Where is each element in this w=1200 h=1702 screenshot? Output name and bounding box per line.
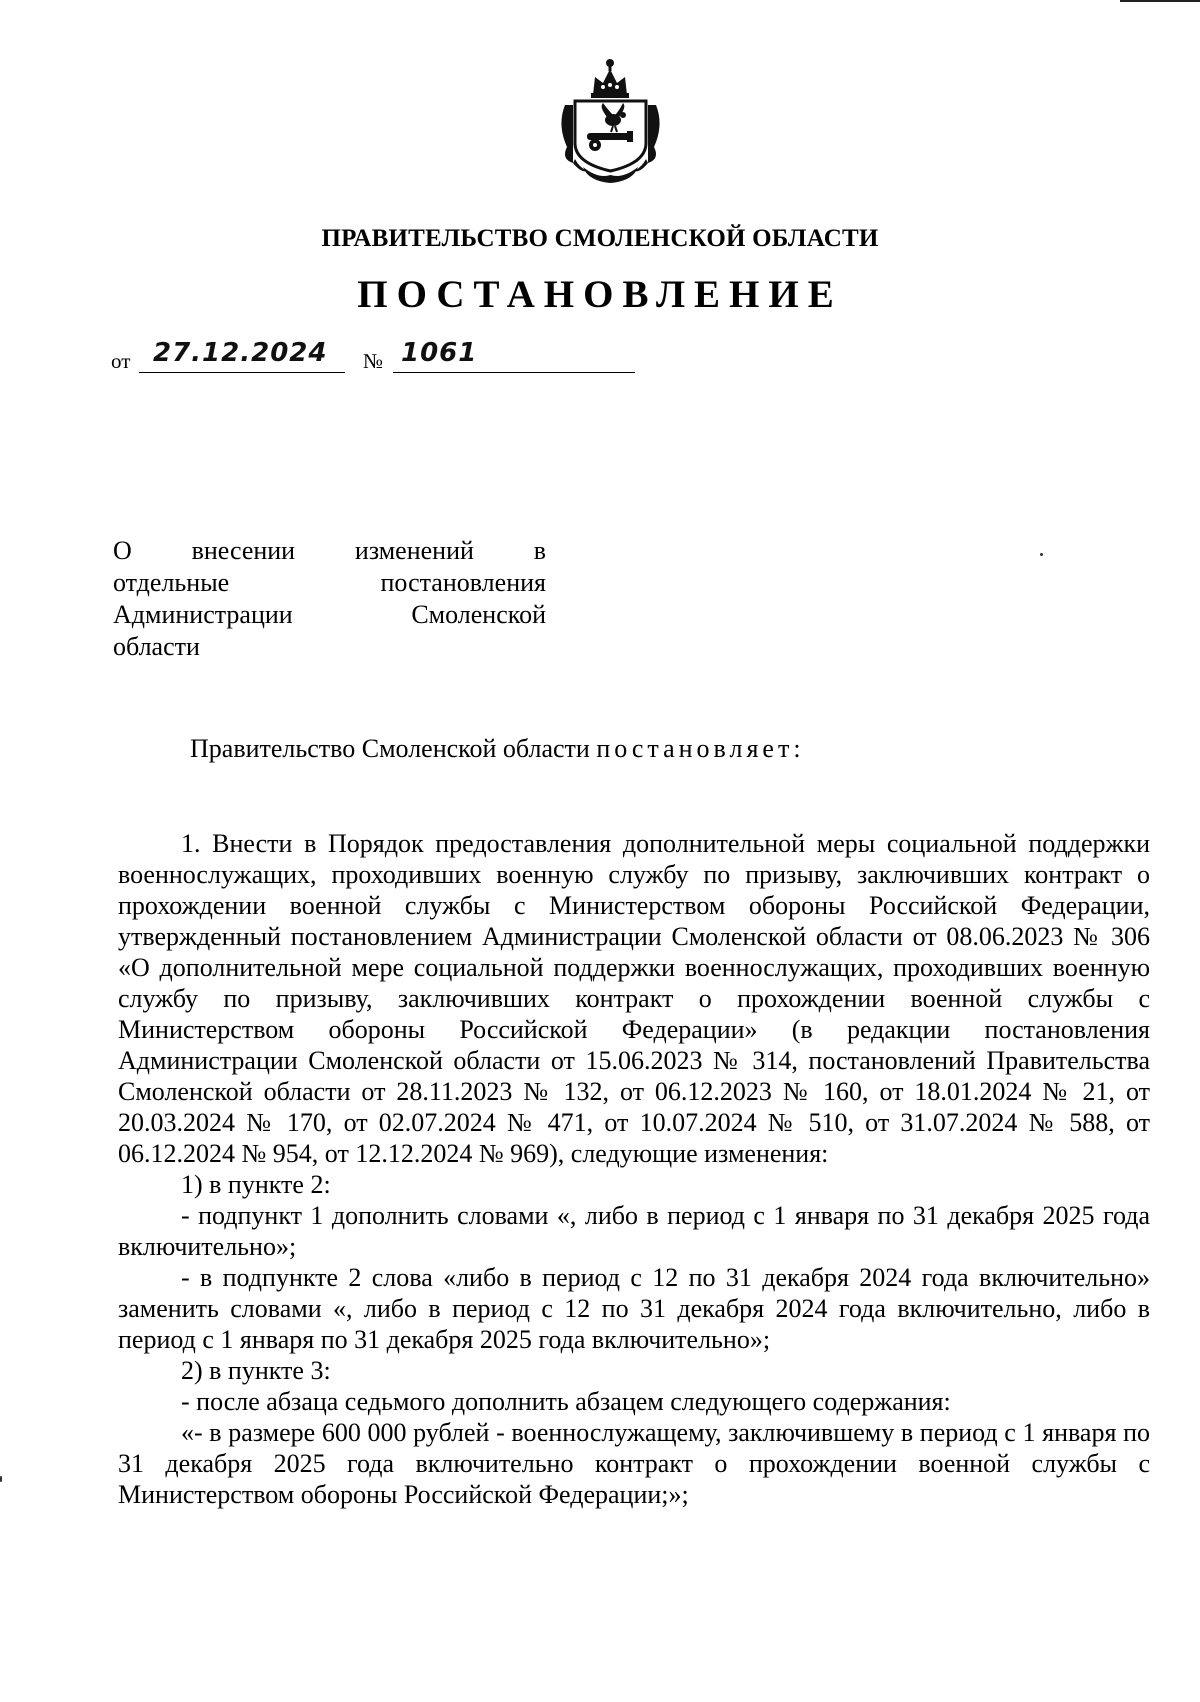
handwritten-date: 27.12.2024 xyxy=(153,338,328,368)
scan-edge-line xyxy=(1120,0,1200,2)
number-underline xyxy=(393,372,635,373)
document-type-title: ПОСТАНОВЛЕНИЕ xyxy=(357,273,843,316)
scan-speck xyxy=(0,1476,2,1482)
paragraph-quote: «- в размере 600 000 рублей - военнослужащему, заключившему в период с 1 января по 31 декабря 2025 года включительно контракт о прохождении военной службы с Министерством обороны Российской Федерации;»; xyxy=(118,1418,1150,1509)
subject-word: изменений xyxy=(354,536,474,565)
preamble-text: Правительство Смоленской области xyxy=(190,734,590,763)
date-from-label: от xyxy=(111,349,131,373)
date-underline xyxy=(139,372,345,373)
number-label: № xyxy=(363,349,384,373)
scan-speck xyxy=(1040,553,1043,556)
subject-word: постановления xyxy=(380,568,546,597)
subject-word: области xyxy=(113,632,200,661)
subject-line xyxy=(113,631,546,663)
preamble-verb: постановляет: xyxy=(596,734,805,763)
paragraph-amendment: - подпункт 1 дополнить словами «, либо в период с 1 января по 31 декабря 2025 года включительно»; xyxy=(118,1201,1150,1261)
document-subject xyxy=(113,535,546,663)
subject-word: в xyxy=(533,536,546,565)
document-body xyxy=(118,828,1150,1510)
subject-word: внесении xyxy=(191,536,296,565)
subject-line xyxy=(113,567,546,599)
paragraph-subitem: 1) в пункте 2: xyxy=(181,1170,331,1199)
subject-word: Администрации xyxy=(113,600,293,629)
paragraph-amendment: - после абзаца седьмого дополнить абзацем следующего содержания: xyxy=(181,1387,951,1416)
subject-word: Смоленской xyxy=(411,600,546,629)
handwritten-number: 1061 xyxy=(401,338,478,368)
paragraph-amendment: - в подпункте 2 слова «либо в период с 12 по 31 декабря 2024 года включительно» заменить словами «, либо в период с 12 по 31 декабря 2024 года включительно, либо в период с 1 января по 31 декабря 2025 года включительно»; xyxy=(118,1263,1150,1354)
subject-word: отдельные xyxy=(113,568,230,597)
subject-line xyxy=(113,535,546,567)
paragraph-subitem: 2) в пункте 3: xyxy=(181,1356,331,1385)
subject-line xyxy=(113,599,546,631)
preamble xyxy=(190,733,805,765)
subject-word: О xyxy=(113,536,132,565)
smolensk-coat-of-arms-icon xyxy=(553,55,668,185)
paragraph-item-1: 1. Внести в Порядок предоставления дополнительной меры социальной поддержки военнослужащих, проходивших военную службу по призыву, заключивших контракт о прохождении военной службы с Министерством обороны Российской Федерации, утвержденный постановлением Администрации Смоленской области от 08.06.2023 № 306 «О дополнительной мере социальной поддержки военнослужащих, проходивших военную службу по призыву, заключивших контракт о прохождении военной службы с Министерством обороны Российской Федерации» (в редакции постановления Администрации Смоленской области от 15.06.2023 № 314, постановлений Правительства Смоленской области от 28.11.2023 № 132, от 06.12.2023 № 160, от 18.01.2024 № 21, от 20.03.2024 № 170, от 02.07.2024 № 471, от 10.07.2024 № 510, от 31.07.2024 № 588, от 06.12.2024 № 954, от 12.12.2024 № 969), следующие изменения: xyxy=(118,829,1150,1168)
organization-title: ПРАВИТЕЛЬСТВО СМОЛЕНСКОЙ ОБЛАСТИ xyxy=(321,225,879,252)
